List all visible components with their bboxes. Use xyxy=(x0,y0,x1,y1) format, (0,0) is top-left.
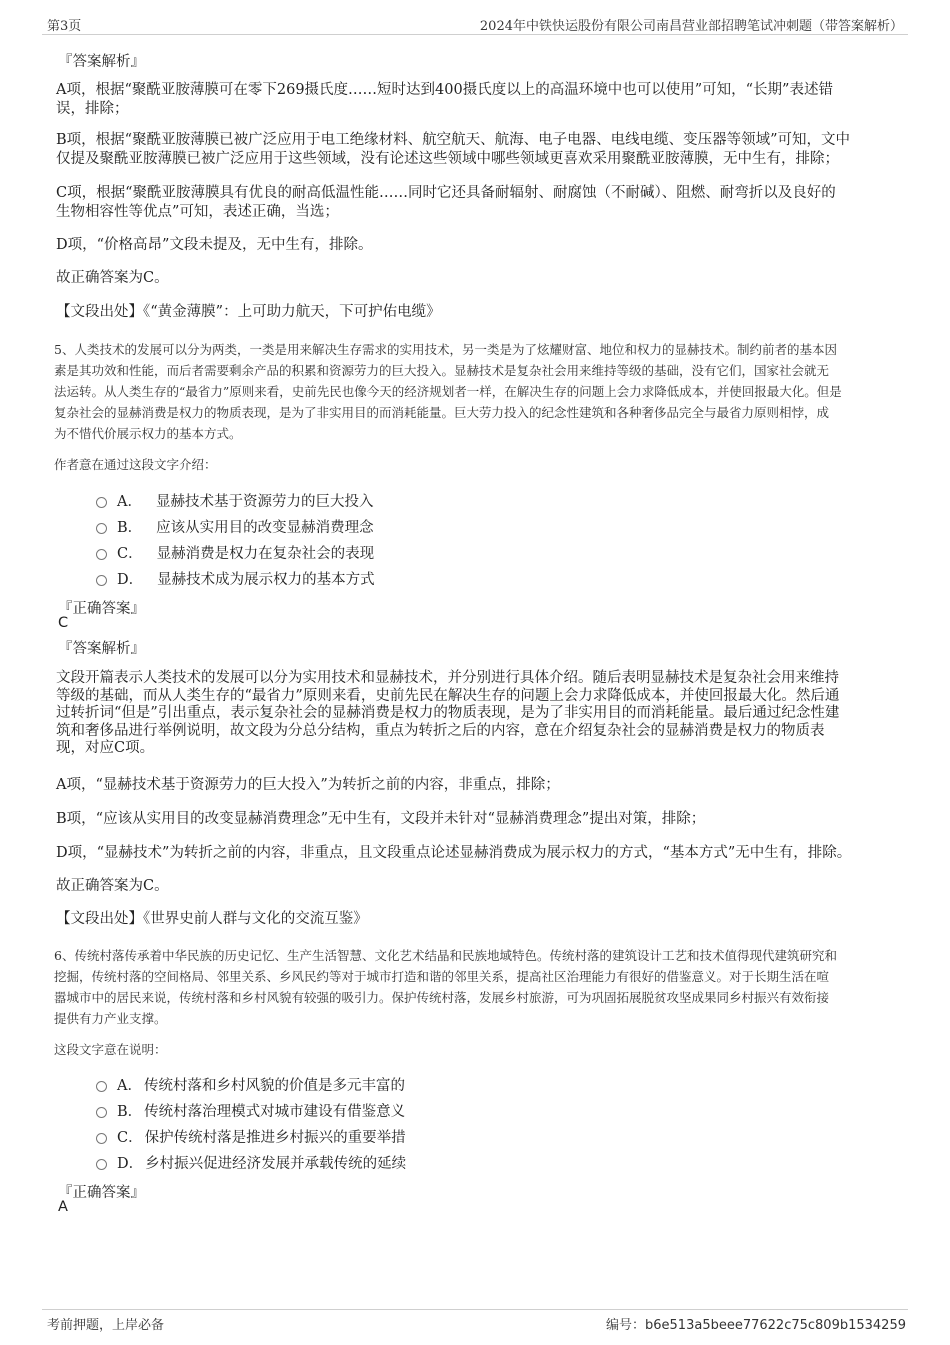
q4-analysis-c xyxy=(56,184,894,222)
option-text: 应该从实用目的改变显赫消费理念 xyxy=(156,520,374,536)
q5-stem xyxy=(54,339,899,444)
footer-code-label: 编号： xyxy=(606,1318,646,1333)
q5-stem-line: 5、人类技术的发展可以分为两类，一类是用来解决生存需求的实用技术，另一类是为了炫耀财富、地位和权力的显赫技术。制约前者的基本因 xyxy=(54,342,837,357)
q5-analysis-line: 现，对应C项。 xyxy=(56,740,155,756)
option-letter: B． xyxy=(117,1104,143,1120)
q5-analysis-b-line: B项，“应该从实用目的改变显赫消费理念”无中生有，文段并未针对“显赫消费理念”提出对策，排除； xyxy=(56,811,706,827)
q5-analysis-line: 等级的基础，而从人类生存的“最省力”原则来看，史前先民在解决生存的问题上会力求降低成本，并使回报最大化。然后通 xyxy=(56,687,840,704)
q4-analysis-b xyxy=(56,131,894,169)
q4-analysis-a-line: 误，排除； xyxy=(56,101,129,117)
radio-icon[interactable] xyxy=(96,1159,107,1170)
option-text: 乡村振兴促进经济发展并承载传统的延续 xyxy=(145,1156,407,1172)
q5-option-d[interactable] xyxy=(96,568,375,589)
document-title: 2024年中铁快运股份有限公司南昌营业部招聘笔试冲刺题（带答案解析） xyxy=(479,19,903,34)
footer-code-value: b6e513a5beee77622c75c809b1534259 xyxy=(645,1318,906,1333)
q5-conclusion-text: 故正确答案为C。 xyxy=(56,878,169,894)
q5-stem-line: 为不惜代价展示权力的基本方式。 xyxy=(54,426,242,441)
q4-analysis-b-line: 仅提及聚酰亚胺薄膜已被广泛应用于这些领域，没有论述这些领域中哪些领域更喜欢采用聚酰亚胺薄膜，无中生有，排除； xyxy=(56,151,839,167)
q6-prompt-text: 这段文字意在说明： xyxy=(54,1042,167,1057)
q4-analysis-a-line: A项，根据“聚酰亚胺薄膜可在零下269摄氏度……短时达到400摄氏度以上的高温环境中也可以使用”可知，“长期”表述错 xyxy=(56,82,833,98)
q5-stem-line: 素是其功效和性能，而后者需要剩余产品的积累和资源劳力的巨大投入。显赫技术是复杂社会用来维持等级的基础，没有它们，国家社会就无 xyxy=(54,363,830,378)
q6-stem xyxy=(54,945,899,1029)
option-letter: C． xyxy=(117,546,143,562)
q5-source xyxy=(56,910,894,929)
footer-divider xyxy=(42,1309,908,1310)
q5-option-a[interactable] xyxy=(96,490,373,511)
q4-analysis-c-line: 生物相容性等优点”可知，表述正确，当选； xyxy=(56,204,339,220)
option-text: 保护传统村落是推进乡村振兴的重要举措 xyxy=(144,1130,406,1146)
q4-conclusion-text: 故正确答案为C。 xyxy=(56,270,169,286)
radio-icon[interactable] xyxy=(96,523,107,534)
footer-slogan: 考前押题，上岸必备 xyxy=(47,1318,165,1333)
q6-prompt xyxy=(54,1039,899,1060)
q6-stem-line: 挖掘，传统村落的空间格局、邻里关系、乡风民约等对于城市打造和谐的邻里关系，提高社区治理能力有很好的借鉴意义。对于长期生活在喧 xyxy=(54,969,830,984)
option-text: 显赫消费是权力在复杂社会的表现 xyxy=(156,546,375,562)
option-letter: A． xyxy=(117,1078,142,1094)
q5-source-text: 【文段出处】《世界史前人群与文化的交流互鉴》 xyxy=(56,911,368,927)
q6-option-d[interactable] xyxy=(96,1152,406,1173)
q5-answer-heading: 『正确答案』 xyxy=(58,601,145,617)
q6-stem-line: 提供有力产业支撑。 xyxy=(54,1011,167,1026)
q5-analysis-line: 过转折词“但是”引出重点，表示复杂社会的显赫消费是权力的物质表现，是为了非实用目的而消耗能量。最后通过纪念性建 xyxy=(56,705,840,721)
option-letter: D． xyxy=(117,572,144,588)
q4-source xyxy=(56,303,894,322)
q5-analysis-line: 文段开篇表示人类技术的发展可以分为实用技术和显赫技术，并分别进行具体介绍。随后表明显赫技术是复杂社会用来维持 xyxy=(56,670,839,686)
q5-prompt xyxy=(54,454,899,475)
q5-analysis-d xyxy=(56,844,894,863)
q5-option-b[interactable] xyxy=(96,516,374,537)
q6-option-b[interactable] xyxy=(96,1100,405,1121)
q5-option-c[interactable] xyxy=(96,542,374,563)
q4-analysis-c-line: C项，根据“聚酰亚胺薄膜具有优良的耐高低温性能……同时它还具备耐辐射、耐腐蚀（不耐碱）、阻燃、耐弯折以及良好的 xyxy=(56,185,836,201)
q6-stem-line: 嚣城市中的居民来说，传统村落和乡村风貌有较强的吸引力。保护传统村落，发展乡村旅游，可为巩固拓展脱贫攻坚成果同乡村振兴有效衔接 xyxy=(54,990,830,1005)
q5-analysis xyxy=(56,670,894,758)
q5-analysis-heading: 『答案解析』 xyxy=(58,641,145,657)
option-text: 传统村落和乡村风貌的价值是多元丰富的 xyxy=(143,1078,405,1094)
q5-analysis-a xyxy=(56,776,894,795)
q6-option-c[interactable] xyxy=(96,1126,406,1147)
option-letter: B． xyxy=(117,520,143,536)
q6-answer-heading: 『正确答案』 xyxy=(58,1185,145,1201)
q4-source-text: 【文段出处】《“黄金薄膜”：上可助力航天，下可护佑电缆》 xyxy=(56,304,441,320)
footer-code xyxy=(606,1314,906,1333)
radio-icon[interactable] xyxy=(96,1107,107,1118)
q5-prompt-text: 作者意在通过这段文字介绍： xyxy=(54,457,217,472)
q4-analysis-heading: 『答案解析』 xyxy=(58,54,145,70)
q5-stem-line: 复杂社会的显赫消费是权力的物质表现，是为了非实用目的而消耗能量。巨大劳力投入的纪念性建筑和各种奢侈品完全与最省力原则相悖，成 xyxy=(54,405,830,420)
q5-analysis-line: 筑和奢侈品进行举例说明，故文段为分总分结构，重点为转折之后的内容，意在介绍复杂社会的显赫消费是权力的物质表 xyxy=(56,722,825,739)
q5-analysis-d-line: D项，“显赫技术”为转折之前的内容，非重点，且文段重点论述显赫消费成为展示权力的方式，“基本方式”无中生有，排除。 xyxy=(56,845,852,861)
q5-stem-line: 法运转。从人类生存的“最省力”原则来看，史前先民也像今天的经济规划者一样，在解决生存的问题上会力求降低成本，并使回报最大化。但是 xyxy=(54,384,842,399)
radio-icon[interactable] xyxy=(96,1081,107,1092)
option-letter: D． xyxy=(117,1156,144,1172)
q4-analysis-d-line: D项，“价格高昂”文段未提及，无中生有，排除。 xyxy=(56,237,373,253)
radio-icon[interactable] xyxy=(96,1133,107,1144)
q4-analysis-d xyxy=(56,236,894,255)
q4-analysis-a xyxy=(56,81,894,119)
radio-icon[interactable] xyxy=(96,575,107,586)
q5-analysis-a-line: A项，“显赫技术基于资源劳力的巨大投入”为转折之前的内容，非重点，排除； xyxy=(56,777,560,793)
option-letter: C． xyxy=(117,1130,143,1146)
q5-analysis-b xyxy=(56,810,894,829)
option-text: 显赫技术成为展示权力的基本方式 xyxy=(157,572,375,588)
radio-icon[interactable] xyxy=(96,549,107,560)
option-text: 传统村落治理模式对城市建设有借鉴意义 xyxy=(144,1104,406,1120)
q6-stem-line: 6、传统村落传承着中华民族的历史记忆、生产生活智慧、文化艺术结晶和民族地域特色。传统村落的建筑设计工艺和技术值得现代建筑研究和 xyxy=(54,948,837,963)
option-text: 显赫技术基于资源劳力的巨大投入 xyxy=(155,494,374,510)
option-letter: A． xyxy=(117,494,142,510)
q5-conclusion xyxy=(56,877,894,896)
q6-answer: A xyxy=(58,1199,68,1215)
header-divider xyxy=(42,34,908,35)
q6-option-a[interactable] xyxy=(96,1074,405,1095)
q4-analysis-b-line: B项，根据“聚酰亚胺薄膜已被广泛应用于电工绝缘材料、航空航天、航海、电子电器、电线电缆、变压器等领域”可知，文中 xyxy=(56,132,850,148)
q4-conclusion xyxy=(56,269,894,288)
page-number: 第3页 xyxy=(47,19,82,34)
q5-answer: C xyxy=(58,615,69,631)
radio-icon[interactable] xyxy=(96,497,107,508)
